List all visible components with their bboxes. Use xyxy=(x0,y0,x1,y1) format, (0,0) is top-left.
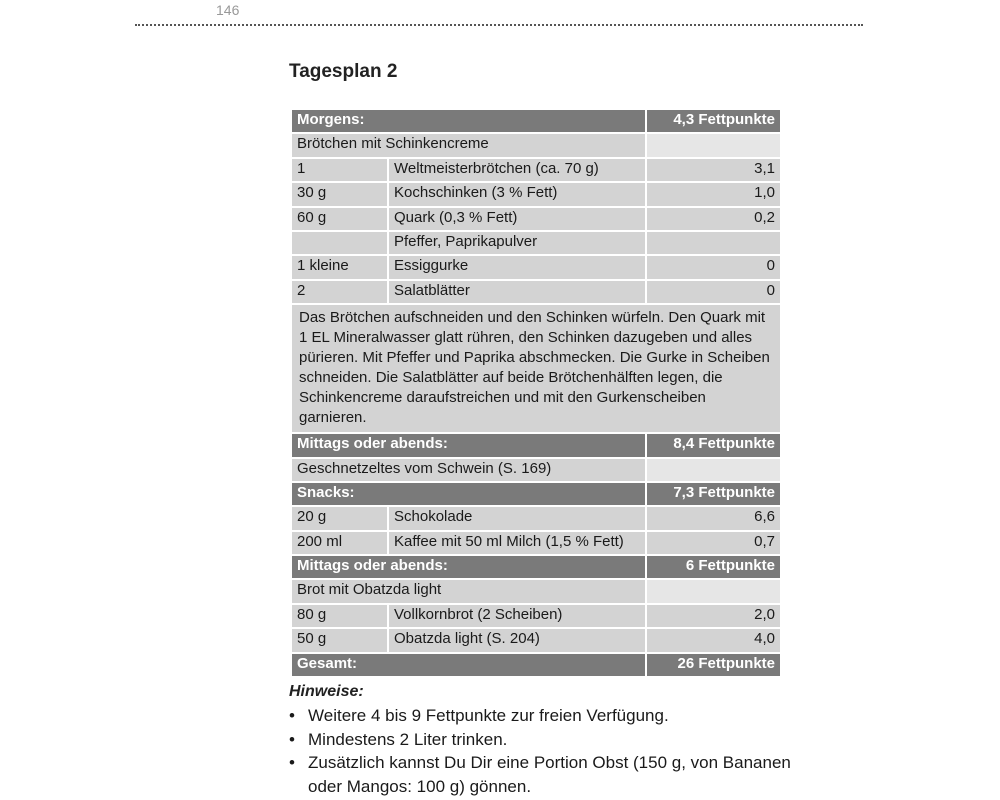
ingredient-name: Salatblätter xyxy=(388,280,646,304)
dish-name: Geschnetzeltes vom Schwein (S. 169) xyxy=(291,458,646,482)
ingredient-name: Vollkornbrot (2 Scheiben) xyxy=(388,604,646,628)
instructions-row xyxy=(291,304,781,433)
plan-title: Tagesplan 2 xyxy=(289,61,398,82)
dish-row xyxy=(291,579,781,603)
dish-name: Brot mit Obatzda light xyxy=(291,579,646,603)
note-item xyxy=(289,728,809,752)
ingredient-name: Weltmeisterbrötchen (ca. 70 g) xyxy=(388,158,646,182)
note-text: Mindestens 2 Liter trinken. xyxy=(308,729,508,749)
section-label: Mittags oder abends: xyxy=(291,433,646,457)
ingredient-row xyxy=(291,207,781,231)
meal-plan-table xyxy=(290,108,782,678)
section-points: 7,3 Fettpunkte xyxy=(646,482,781,506)
ingredient-row xyxy=(291,255,781,279)
section-label: Morgens: xyxy=(291,109,646,133)
notes-heading: Hinweise: xyxy=(289,683,364,700)
ingredient-row xyxy=(291,628,781,652)
ingredient-row xyxy=(291,182,781,206)
ingredient-row xyxy=(291,506,781,530)
ingredient-name: Pfeffer, Paprikapulver xyxy=(388,231,646,255)
ingredient-amount xyxy=(291,231,388,255)
ingredient-amount: 1 xyxy=(291,158,388,182)
bullet-icon: • xyxy=(289,753,295,772)
ingredient-name: Obatzda light (S. 204) xyxy=(388,628,646,652)
ingredient-amount: 2 xyxy=(291,280,388,304)
dish-row xyxy=(291,458,781,482)
ingredient-row xyxy=(291,231,781,255)
ingredient-row xyxy=(291,531,781,555)
bullet-icon: • xyxy=(289,706,295,725)
ingredient-row xyxy=(291,280,781,304)
section-points: 8,4 Fettpunkte xyxy=(646,433,781,457)
notes-list xyxy=(289,704,809,798)
empty-cell xyxy=(646,458,781,482)
page-number: 146 xyxy=(216,2,240,18)
section-points: 6 Fettpunkte xyxy=(646,555,781,579)
bullet-icon: • xyxy=(289,729,295,749)
ingredient-name: Kochschinken (3 % Fett) xyxy=(388,182,646,206)
ingredient-amount: 50 g xyxy=(291,628,388,652)
ingredient-points: 3,1 xyxy=(646,158,781,182)
section-header-lunch-dinner xyxy=(291,433,781,457)
ingredient-points: 0 xyxy=(646,255,781,279)
dotted-divider xyxy=(135,24,863,26)
ingredient-points: 2,0 xyxy=(646,604,781,628)
ingredient-name: Quark (0,3 % Fett) xyxy=(388,207,646,231)
ingredient-amount: 200 ml xyxy=(291,531,388,555)
ingredient-amount: 1 kleine xyxy=(291,255,388,279)
total-points: 26 Fettpunkte xyxy=(646,653,781,677)
ingredient-points: 1,0 xyxy=(646,182,781,206)
total-row xyxy=(291,653,781,677)
ingredient-row xyxy=(291,158,781,182)
note-text: Weitere 4 bis 9 Fettpunkte zur freien Verfügung. xyxy=(308,706,669,725)
section-header-morning xyxy=(291,109,781,133)
note-item xyxy=(289,704,809,728)
dish-row xyxy=(291,133,781,157)
empty-cell xyxy=(646,579,781,603)
section-header-lunch-dinner xyxy=(291,555,781,579)
empty-cell xyxy=(646,133,781,157)
note-item xyxy=(289,751,809,798)
section-label: Mittags oder abends: xyxy=(291,555,646,579)
section-label: Snacks: xyxy=(291,482,646,506)
notes-section xyxy=(289,683,809,798)
ingredient-points: 6,6 xyxy=(646,506,781,530)
ingredient-name: Essiggurke xyxy=(388,255,646,279)
section-points: 4,3 Fettpunkte xyxy=(646,109,781,133)
ingredient-points: 0 xyxy=(646,280,781,304)
ingredient-amount: 60 g xyxy=(291,207,388,231)
preparation-instructions: Das Brötchen aufschneiden und den Schinken würfeln. Den Quark mit 1 EL Mineralwasser glatt rühren, den Schinken dazugeben und alles pürieren. Mit Pfeffer und Paprika abschmecken. Die Gurke in Scheiben schneiden. Die Salatblätter auf beide Brötchenhälften legen, die Schinkencreme daraufstreichen und mit den Gurkenscheiben garnieren. xyxy=(291,304,781,433)
ingredient-row xyxy=(291,604,781,628)
total-label: Gesamt: xyxy=(291,653,646,677)
ingredient-points: 4,0 xyxy=(646,628,781,652)
ingredient-name: Kaffee mit 50 ml Milch (1,5 % Fett) xyxy=(388,531,646,555)
ingredient-amount: 30 g xyxy=(291,182,388,206)
dish-name: Brötchen mit Schinkencreme xyxy=(291,133,646,157)
ingredient-points: 0,2 xyxy=(646,207,781,231)
ingredient-amount: 80 g xyxy=(291,604,388,628)
ingredient-points: 0,7 xyxy=(646,531,781,555)
note-text: Zusätzlich kannst Du Dir eine Portion Obst (150 g, von Bananen oder Mangos: 100 g) gönnen. xyxy=(308,753,791,796)
ingredient-points xyxy=(646,231,781,255)
ingredient-amount: 20 g xyxy=(291,506,388,530)
section-header-snacks xyxy=(291,482,781,506)
ingredient-name: Schokolade xyxy=(388,506,646,530)
